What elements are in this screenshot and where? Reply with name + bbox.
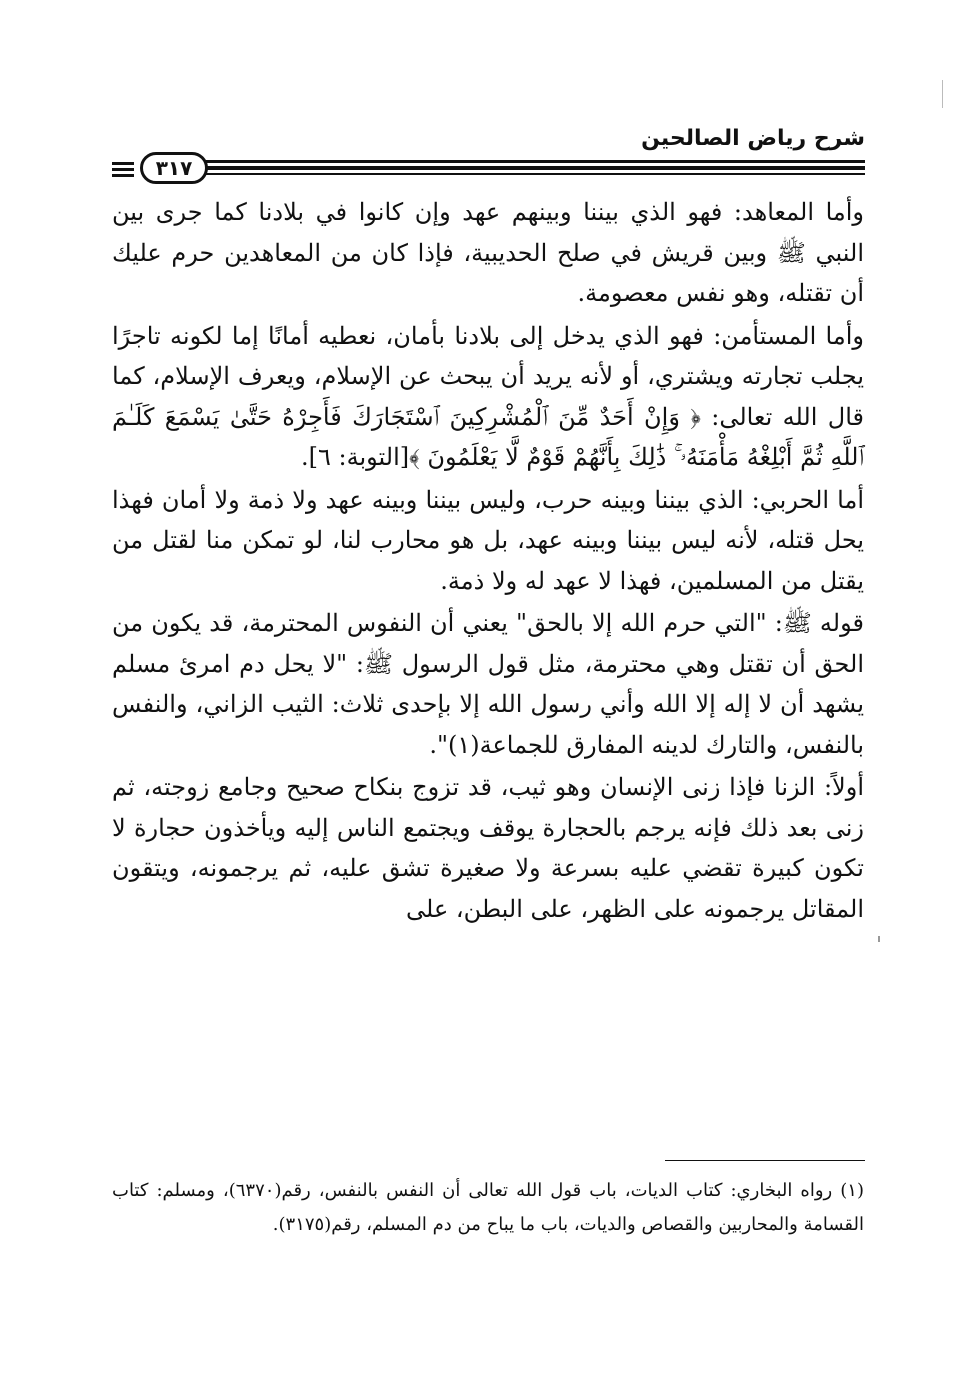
paragraph-zina: أولاً: الزنا فإذا زنى الإنسان وهو ثيب، قد تزوج بنكاح صحيح وجامع زوجته، ثم زنى بعد ذلك فإنه يرجم بالحجارة يوقف ويجتمع الناس إليه ويأخذون حجارة لا تكون كبيرة تقضي عليه بسرعة ولا صغيرة تشق عليه، ثم يرجمونه، ويتقون المقاتل يرجمونه على الظهر، على البطن، على [112, 773, 864, 923]
paragraph-muahad: وأما المعاهد: فهو الذي بيننا وبينهم عهد وإن كانوا في بلادنا كما جرى بين النبي ﷺ وبين قريش في صلح الحديبية، فإذا كان من المعاهدين حرم عليك أن تقتله، وهو نفس معصومة. [112, 198, 864, 307]
paragraph-mustamin: وأما المستأمن: فهو الذي يدخل إلى بلادنا بأمان، نعطيه أمانًا إما لكونه تاجرًا يجلب تجارته ويشتري، أو لأنه يريد أن يبحث عن الإسلام، ويعرف الإسلام، كما قال الله تعالى: ﴿ وَإِنْ أَحَدٌ مِّنَ ٱلْمُشْرِكِينَ ٱسْتَجَارَكَ فَأَجِرْهُ حَتَّىٰ يَسْمَعَ كَلَـٰمَ ٱللَّهِ ثُمَّ أَبْلِغْهُ مَأْمَنَهُۥ ۚ ذَٰلِكَ بِأَنَّهُمْ قَوْمٌ لَّا يَعْلَمُونَ ﴾[التوبة: ٦]. [112, 321, 864, 471]
footnote-separator [665, 1160, 865, 1161]
main-text [112, 192, 864, 931]
book-title: شرح رياض الصالحين [641, 126, 865, 151]
header-rule [205, 160, 865, 176]
scan-mark [942, 80, 943, 108]
page-header [110, 120, 865, 190]
paragraph-hadith: قوله ﷺ: "التي حرم الله إلا بالحق" يعني أن النفوس المحترمة، قد يكون من الحق أن تقتل وهي محترمة، مثل قول الرسول ﷺ: "لا يحل دم امرئ مسلم يشهد أن لا إله إلا الله وأني رسول الله إلا بإحدى ثلاث: الثيب الزاني، والنفس بالنفس، والتارك لدينه المفارق للجماعة(١)". [112, 609, 864, 759]
scan-mark [878, 936, 880, 942]
header-rule-end [112, 162, 134, 176]
page-number: ٣١٧ [140, 152, 208, 184]
footnote-1: (١) رواه البخاري: كتاب الديات، باب قول الله تعالى أن النفس بالنفس، رقم(٦٣٧٠)، ومسلم: كتاب القسامة والمحاربين والقصاص والديات، باب ما يباح من دم المسلم، رقم(٣١٧٥). [112, 1180, 864, 1235]
footnotes [112, 1174, 864, 1242]
paragraph-harbi: أما الحربي: الذي بيننا وبينه حرب، وليس بيننا وبينه عهد ولا ذمة ولا أمان فهذا يحل قتله، لأنه ليس بيننا وبينه عهد، بل هو محارب لنا، لو تمكن منا لقتل من يقتل من المسلمين، فهذا لا عهد له ولا ذمة. [112, 485, 864, 595]
